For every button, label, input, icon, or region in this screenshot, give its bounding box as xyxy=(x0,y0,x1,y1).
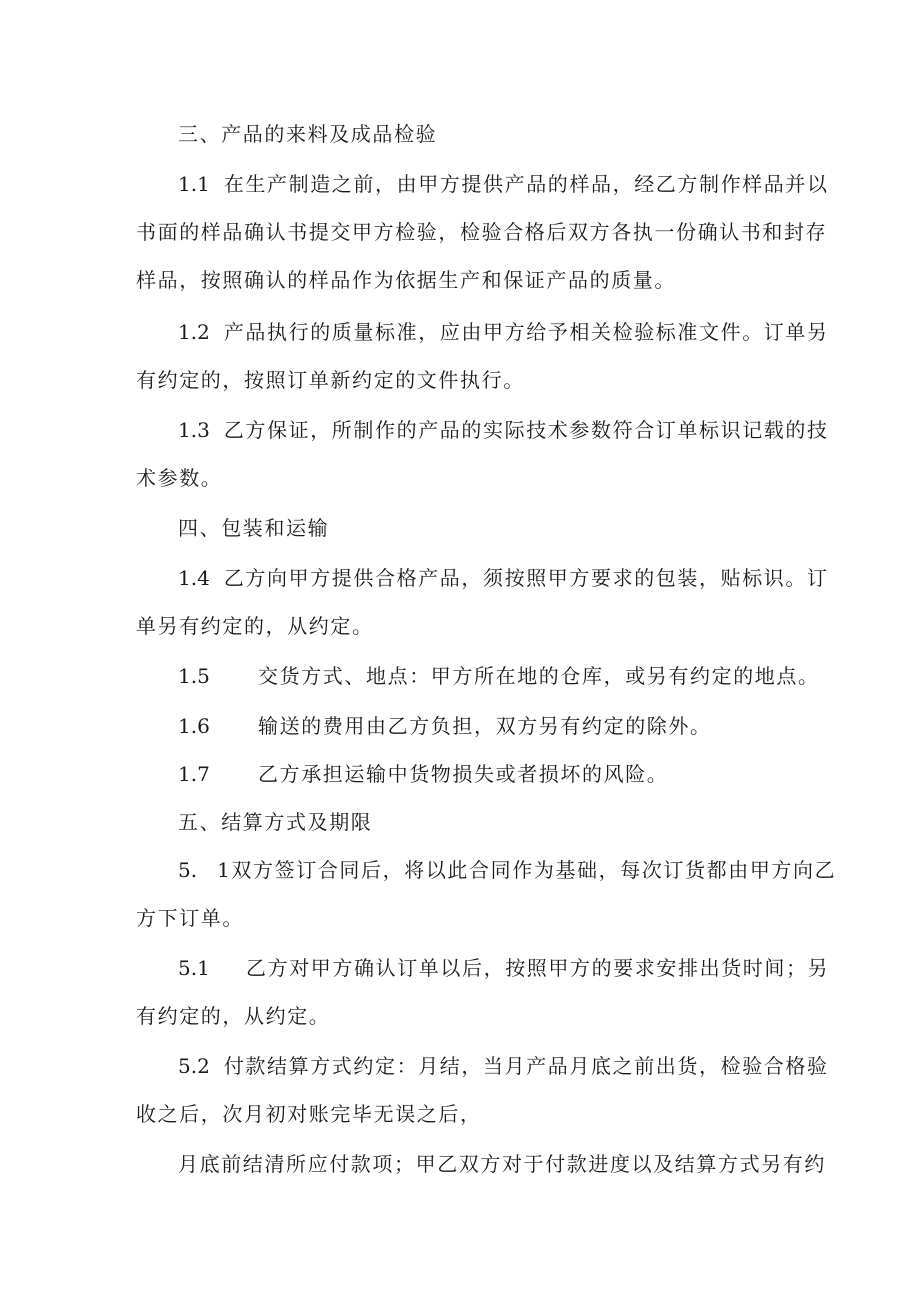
clause-number: 1.1 xyxy=(178,172,210,196)
clause-1-6 xyxy=(178,712,810,740)
clause-text: 交货方式、地点：甲方所在地的仓库，或另有约定的地点。 xyxy=(258,664,820,688)
clause-text: 乙方对甲方确认订单以后，按照甲方的要求安排出货时间；另 xyxy=(246,956,830,980)
clause-text: 输送的费用由乙方负担，双方另有约定的除外。 xyxy=(258,714,712,738)
clause-number: 1.3 xyxy=(178,418,210,442)
clause-5-2-line-2: 收之后，次月初对账完毕无误之后， xyxy=(136,1102,482,1126)
clause-1-2-line-2: 有约定的，按照订单新约定的文件执行。 xyxy=(136,368,525,392)
clause-1-1-line-2: 书面的样品确认书提交甲方检验，检验合格后双方各执一份确认书和封存 xyxy=(136,220,828,244)
clause-5-1-line-2: 有约定的，从约定。 xyxy=(136,1004,331,1028)
clause-5-1a-line-1 xyxy=(178,856,837,884)
clause-number: 5.2 xyxy=(178,1054,210,1078)
clause-text: 乙方保证，所制作的产品的实际技术参数符合订单标识记载的技 xyxy=(223,418,829,442)
clause-5-1a-line-2: 方下订单。 xyxy=(136,906,244,930)
clause-1-1-line-1 xyxy=(178,170,829,198)
clause-5-2-line-1 xyxy=(178,1052,829,1080)
clause-1-2-line-1 xyxy=(178,318,829,346)
clause-number: 1.2 xyxy=(178,320,210,344)
clause-1-5 xyxy=(178,662,820,690)
clause-text: 1双方签订合同后，将以此合同作为基础，每次订货都由甲方向乙 xyxy=(217,858,837,882)
clause-number: 1.6 xyxy=(178,714,210,738)
clause-number: 1.5 xyxy=(178,664,210,688)
clause-text: 乙方承担运输中货物损失或者损坏的风险。 xyxy=(258,762,669,786)
clause-1-4-line-2: 单另有约定的，从约定。 xyxy=(136,614,374,638)
clause-1-3-line-1 xyxy=(178,416,829,444)
clause-number: 5. xyxy=(178,858,198,882)
clause-number: 1.7 xyxy=(178,762,210,786)
clause-number: 5.1 xyxy=(178,956,210,980)
section-heading-5: 五、结算方式及期限 xyxy=(178,810,373,834)
clause-1-7 xyxy=(178,760,810,788)
clause-5-1-line-1 xyxy=(178,954,830,982)
clause-text: 付款结算方式约定：月结，当月产品月底之前出货，检验合格验 xyxy=(223,1054,829,1078)
clause-5-2-line-3: 月底前结清所应付款项；甲乙双方对于付款进度以及结算方式另有约 xyxy=(178,1152,826,1176)
clause-text: 在生产制造之前，由甲方提供产品的样品，经乙方制作样品并以 xyxy=(223,172,829,196)
clause-number: 1.4 xyxy=(178,566,210,590)
clause-1-4-line-1 xyxy=(178,564,829,592)
clause-text: 产品执行的质量标准，应由甲方给予相关检验标准文件。订单另 xyxy=(223,320,829,344)
section-heading-3: 三、产品的来料及成品检验 xyxy=(178,122,438,146)
section-heading-4: 四、包装和运输 xyxy=(178,516,330,540)
clause-1-1-line-3: 样品，按照确认的样品作为依据生产和保证产品的质量。 xyxy=(136,268,676,292)
clause-text: 乙方向甲方提供合格产品，须按照甲方要求的包装，贴标识。订 xyxy=(223,566,829,590)
clause-1-3-line-2: 术参数。 xyxy=(136,466,223,490)
